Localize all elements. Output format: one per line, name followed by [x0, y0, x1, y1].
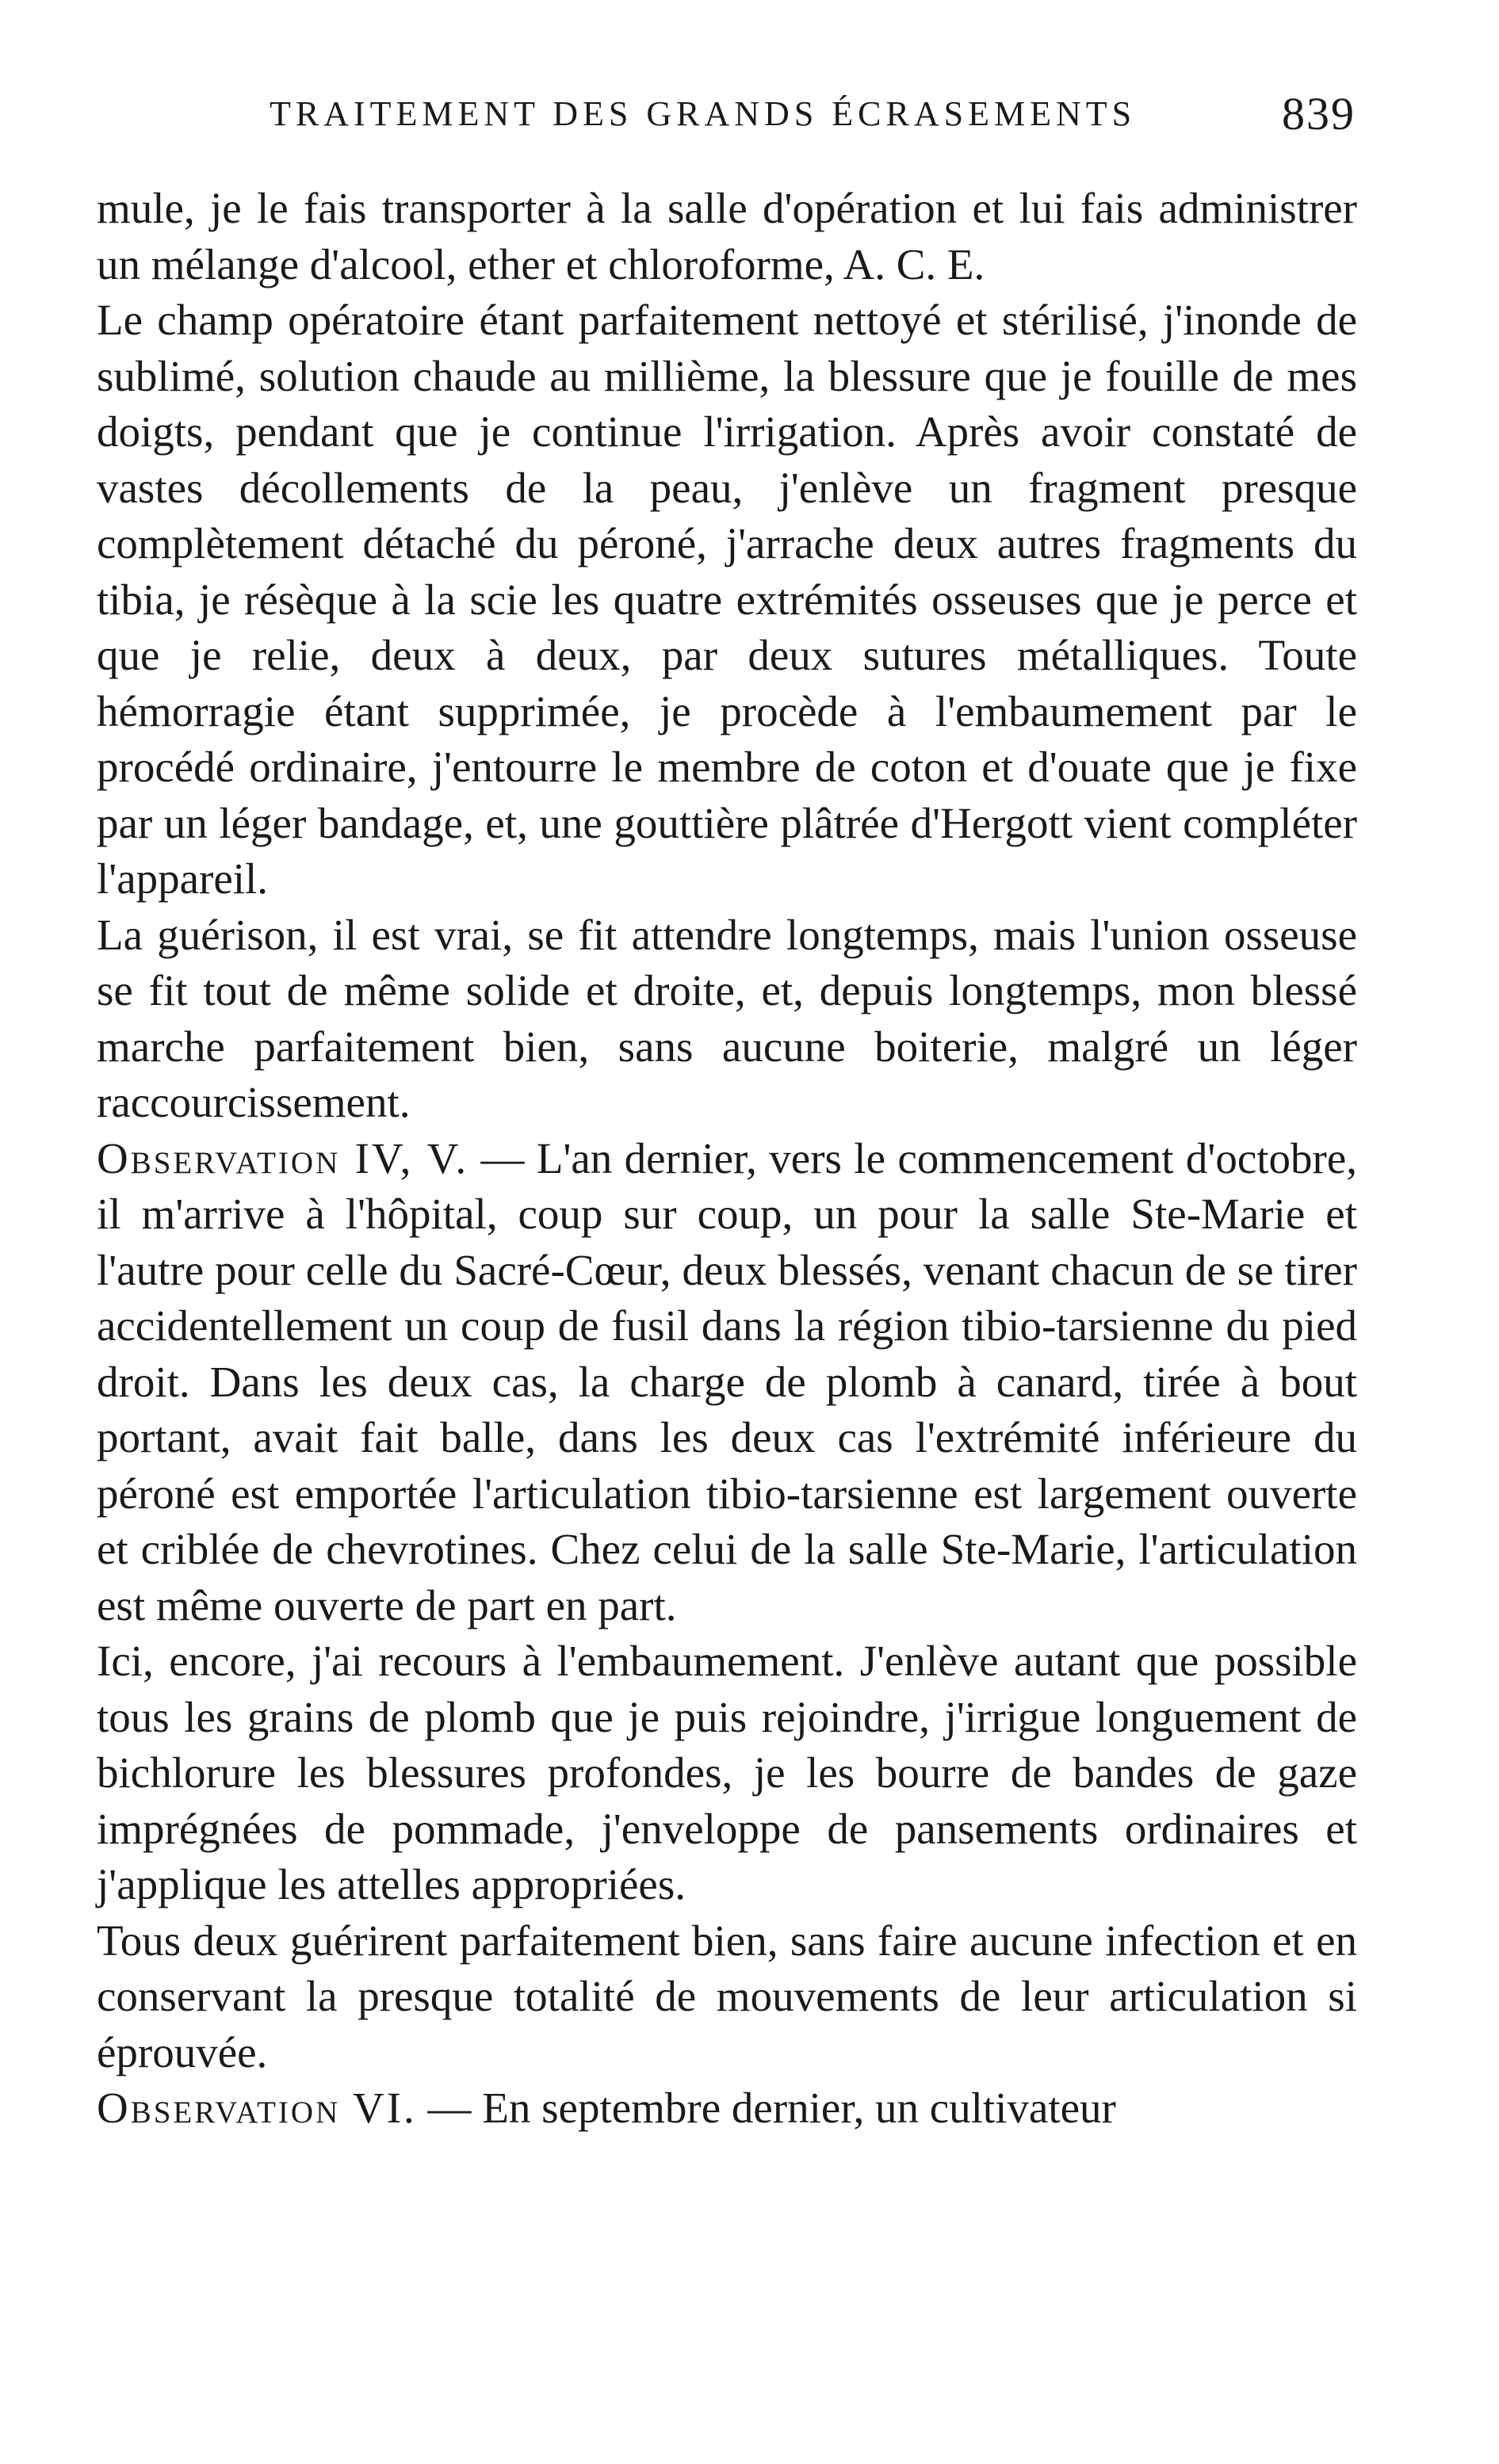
paragraph-text: — L'an dernier, vers le commencement d'octobre, il m'arrive à l'hôpital, coup sur coup, un pour la salle Ste-Marie et l'autre pour celle du Sacré-Cœur, deux blessés, venant chacun de se tirer accidentellement un coup de fusil dans la région tibio-tarsienne du pied droit. Dans les deux cas, la charge de plomb à canard, tirée à bout portant, avait fait balle, dans les deux cas l'extrémité inférieure du péroné est emportée l'articulation tibio-tarsienne est largement ouverte et criblée de chevrotines. Chez celui de la salle Ste-Marie, l'articulation est même ouverte de part en part.: [97, 1133, 1357, 1629]
paragraph: [97, 292, 1357, 907]
paragraph: [97, 907, 1357, 1131]
observation-heading: Observation IV, V.: [97, 1133, 469, 1182]
paragraph-text: La guérison, il est vrai, se fit attendre longtemps, mais l'union osseuse se fit tout de même solide et droite, et, depuis longtemps, mon blessé marche parfaitement bien, sans aucune boiterie, malgré un léger raccourcissement.: [97, 910, 1357, 1126]
paragraph-text: Ici, encore, j'ai recours à l'embaumement. J'enlève autant que possible tous les grains de plomb que je puis rejoindre, j'irrigue longuement de bichlorure les blessures profondes, je les bourre de bandes de gaze imprégnées de pommade, j'enveloppe de pansements ordinaires et j'applique les attelles appropriées.: [97, 1637, 1357, 1908]
paragraph-text: Tous deux guérirent parfaitement bien, sans faire aucune infection et en conservant la presque totalité de mouvements de leur articulation si éprouvée.: [97, 1916, 1357, 2076]
paragraph: [97, 1633, 1357, 1913]
observation-heading: Observation VI.: [97, 2084, 417, 2132]
body-text: [97, 181, 1357, 2137]
page-number: 839: [1282, 88, 1356, 139]
paragraph-text: — En septembre dernier, un cultivateur: [427, 2084, 1116, 2132]
paragraph: [97, 181, 1357, 292]
observation-paragraph: [97, 2080, 1357, 2137]
paragraph: [97, 1913, 1357, 2081]
running-head: [270, 88, 1356, 157]
paragraph-text: mule, je le fais transporter à la salle d'opération et lui fais administrer un mélange d'alcool, ether et chloroforme, A. C. E.: [97, 184, 1357, 288]
observation-paragraph: [97, 1131, 1357, 1634]
paragraph-text: Le champ opératoire étant parfaitement nettoyé et stérilisé, j'inonde de sublimé, solution chaude au millième, la blessure que je fouille de mes doigts, pendant que je continue l'irrigation. Après avoir constaté de vastes décollements de la peau, j'enlève un fragment presque complètement détaché du péroné, j'arrache deux autres fragments du tibia, je résèque à la scie les quatre extrémités osseuses que je perce et que je relie, deux à deux, par deux sutures métalliques. Toute hémorragie étant supprimée, je procède à l'embaumement par le procédé ordinaire, j'entourre le membre de coton et d'ouate que je fixe par un léger bandage, et, une gouttière plâtrée d'Hergott vient compléter l'appareil.: [97, 296, 1357, 903]
running-title: TRAITEMENT DES GRANDS ÉCRASEMENTS: [270, 94, 1137, 133]
